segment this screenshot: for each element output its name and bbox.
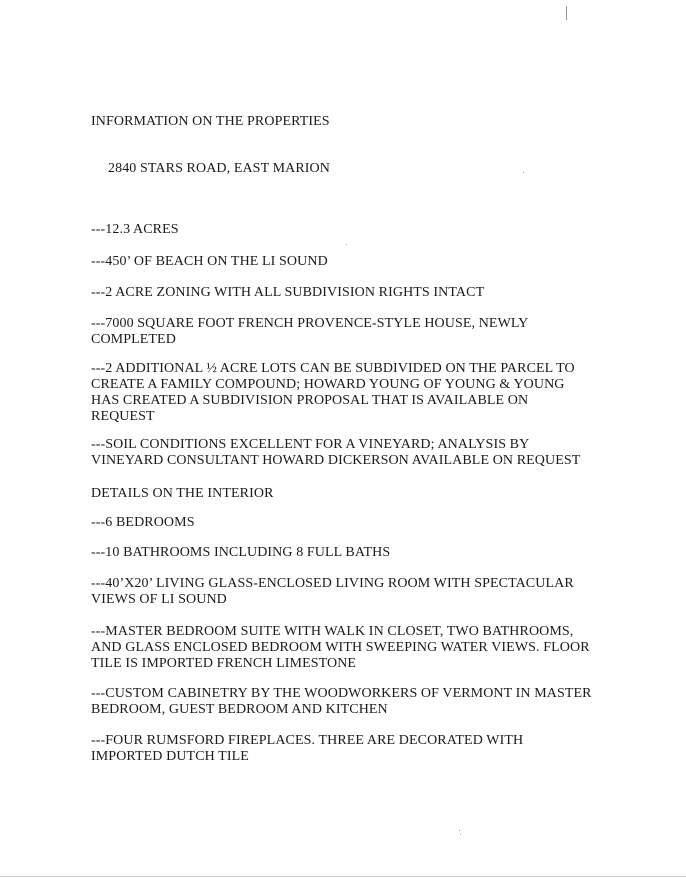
interior-item: ---MASTER BEDROOM SUITE WITH WALK IN CLOSET, TWO BATHROOMS, AND GLASS ENCLOSED BEDROOM WITH SWEEPING WATER VIEWS. FLOOR TILE IS IMPORTED FRENCH LIMESTONE [91, 624, 590, 671]
interior-heading: DETAILS ON THE INTERIOR [91, 486, 274, 501]
feature-item: ---450’ OF BEACH ON THE LI SOUND [91, 254, 328, 269]
interior-item: ---FOUR RUMSFORD FIREPLACES. THREE ARE DECORATED WITH IMPORTED DUTCH TILE [91, 733, 524, 764]
scan-edge-line [0, 876, 686, 877]
feature-item: ---2 ADDITIONAL ½ ACRE LOTS CAN BE SUBDIVIDED ON THE PARCEL TO CREATE A FAMILY COMPOUND; HOWARD YOUNG OF YOUNG & YOUNG HAS CREATED A SUBDIVISION PROPOSAL THAT IS AVAILABLE ON REQUEST [91, 361, 575, 424]
scan-speck [346, 244, 347, 245]
feature-item: ---12.3 ACRES [91, 222, 179, 237]
scan-artifact [566, 6, 567, 20]
scan-speck [523, 172, 524, 173]
property-address: 2840 STARS ROAD, EAST MARION [108, 161, 330, 176]
feature-item: ---2 ACRE ZONING WITH ALL SUBDIVISION RIGHTS INTACT [91, 285, 485, 300]
interior-item: ---6 BEDROOMS [91, 515, 195, 530]
scan-speck [459, 830, 460, 831]
scan-speck [460, 834, 461, 835]
interior-item: ---40’X20’ LIVING GLASS-ENCLOSED LIVING ROOM WITH SPECTACULAR VIEWS OF LI SOUND [91, 576, 574, 607]
feature-item: ---SOIL CONDITIONS EXCELLENT FOR A VINEYARD; ANALYSIS BY VINEYARD CONSULTANT HOWARD DICKERSON AVAILABLE ON REQUEST [91, 437, 581, 468]
document-title: INFORMATION ON THE PROPERTIES [91, 114, 330, 129]
interior-item: ---CUSTOM CABINETRY BY THE WOODWORKERS OF VERMONT IN MASTER BEDROOM, GUEST BEDROOM AND KITCHEN [91, 686, 592, 717]
interior-item: ---10 BATHROOMS INCLUDING 8 FULL BATHS [91, 545, 391, 560]
feature-item: ---7000 SQUARE FOOT FRENCH PROVENCE-STYLE HOUSE, NEWLY COMPLETED [91, 316, 529, 347]
